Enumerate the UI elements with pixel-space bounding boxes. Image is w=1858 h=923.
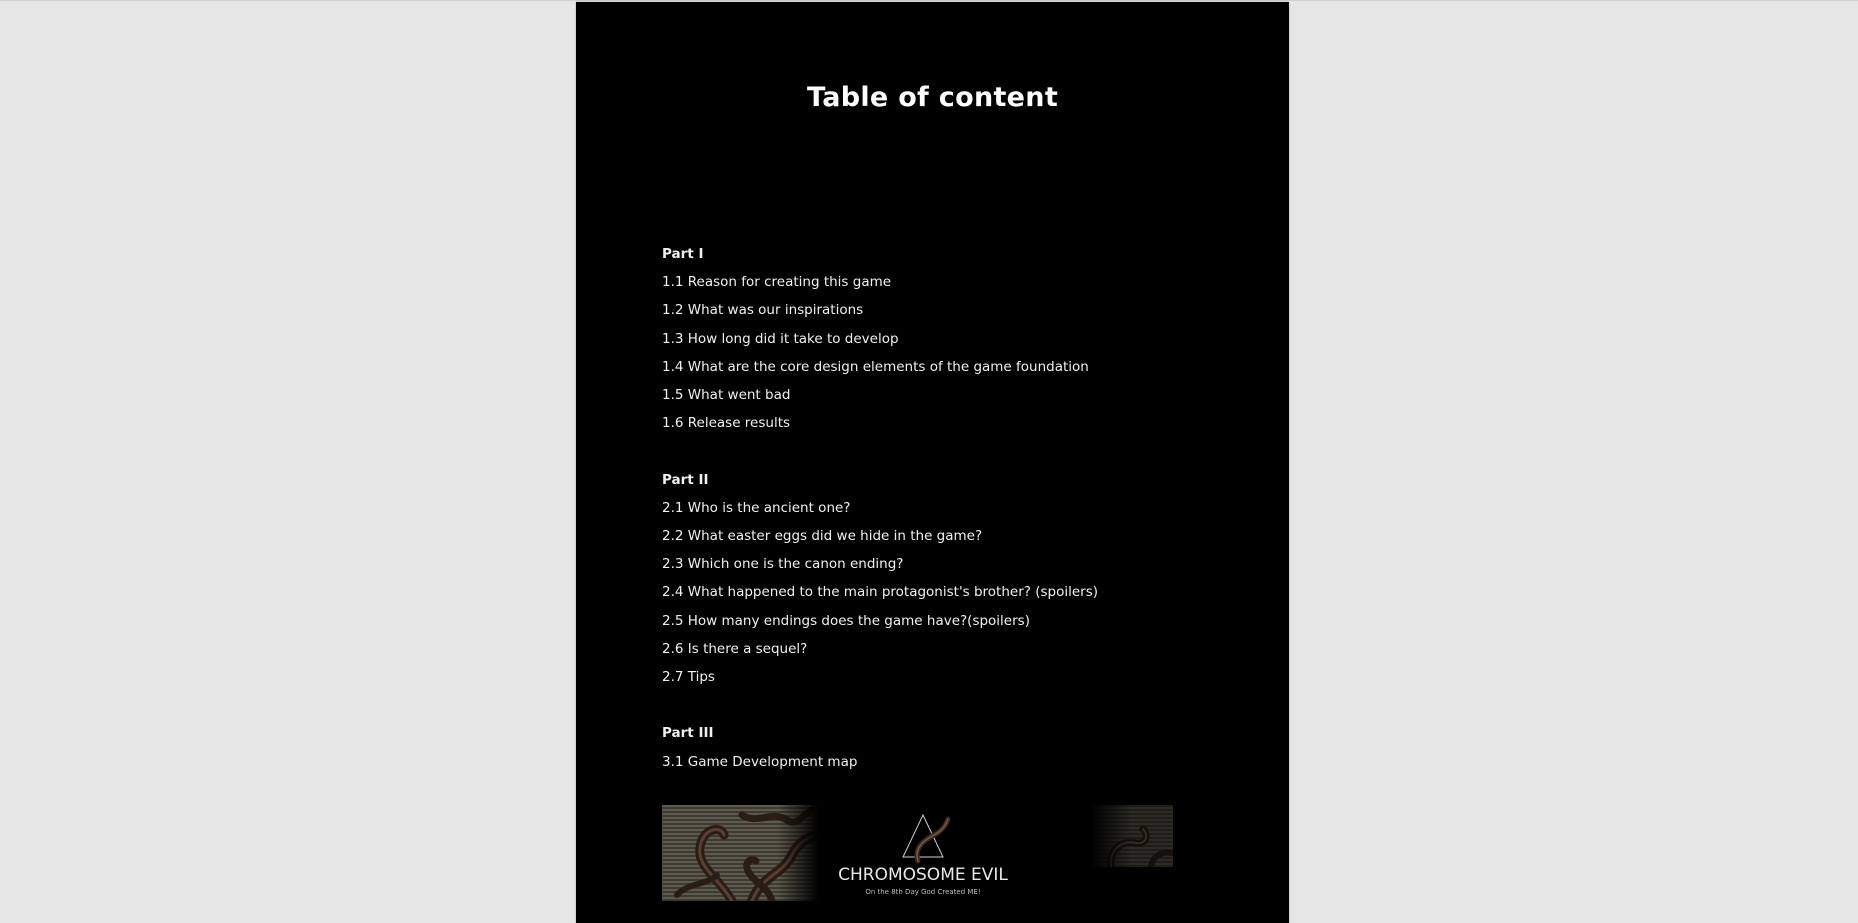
toc-entry: 2.3 Which one is the canon ending? <box>662 556 904 573</box>
toc-entry: 1.2 What was our inspirations <box>662 302 864 319</box>
artwork-fade <box>1091 805 1131 867</box>
toc-part-heading: Part III <box>662 725 714 742</box>
toc-entry: 1.6 Release results <box>662 415 791 432</box>
artwork-fade <box>778 805 818 901</box>
toc-part-heading: Part II <box>662 471 709 488</box>
tentacle-artwork-left <box>662 805 818 901</box>
page-title: Table of content <box>806 82 1059 113</box>
toc-entry: 2.4 What happened to the main protagonist's brother? (spoilers) <box>662 584 1099 601</box>
toc-entry: 1.4 What are the core design elements of the game foundation <box>662 358 1089 375</box>
toc-entry: 2.6 Is there a sequel? <box>662 640 808 657</box>
toc-entry: 1.1 Reason for creating this game <box>662 274 892 291</box>
document-page <box>576 2 1289 923</box>
game-logo <box>838 813 1038 897</box>
toc-entry: 1.3 How long did it take to develop <box>662 330 899 347</box>
toc-entry: 2.5 How many endings does the game have?(spoilers) <box>662 612 1030 629</box>
game-banner-image <box>662 805 1173 901</box>
toc-part-heading: Part I <box>662 246 704 262</box>
toc-entry: 1.5 What went bad <box>662 387 791 404</box>
toc-entry: 2.7 Tips <box>662 669 715 686</box>
toc-entry: 2.1 Who is the ancient one? <box>662 499 851 516</box>
toc-entry: 3.1 Game Development map <box>662 753 858 770</box>
tentacle-artwork-right <box>1091 805 1173 867</box>
toc-spacer <box>662 437 1222 465</box>
toc-spacer <box>662 691 1222 719</box>
logo-name: CHROMOSOME EVIL <box>838 865 1008 885</box>
table-of-contents <box>662 240 1222 776</box>
logo-tagline: On the 8th Day God Created ME! <box>865 888 981 896</box>
toc-entry: 2.2 What easter eggs did we hide in the game? <box>662 528 983 545</box>
